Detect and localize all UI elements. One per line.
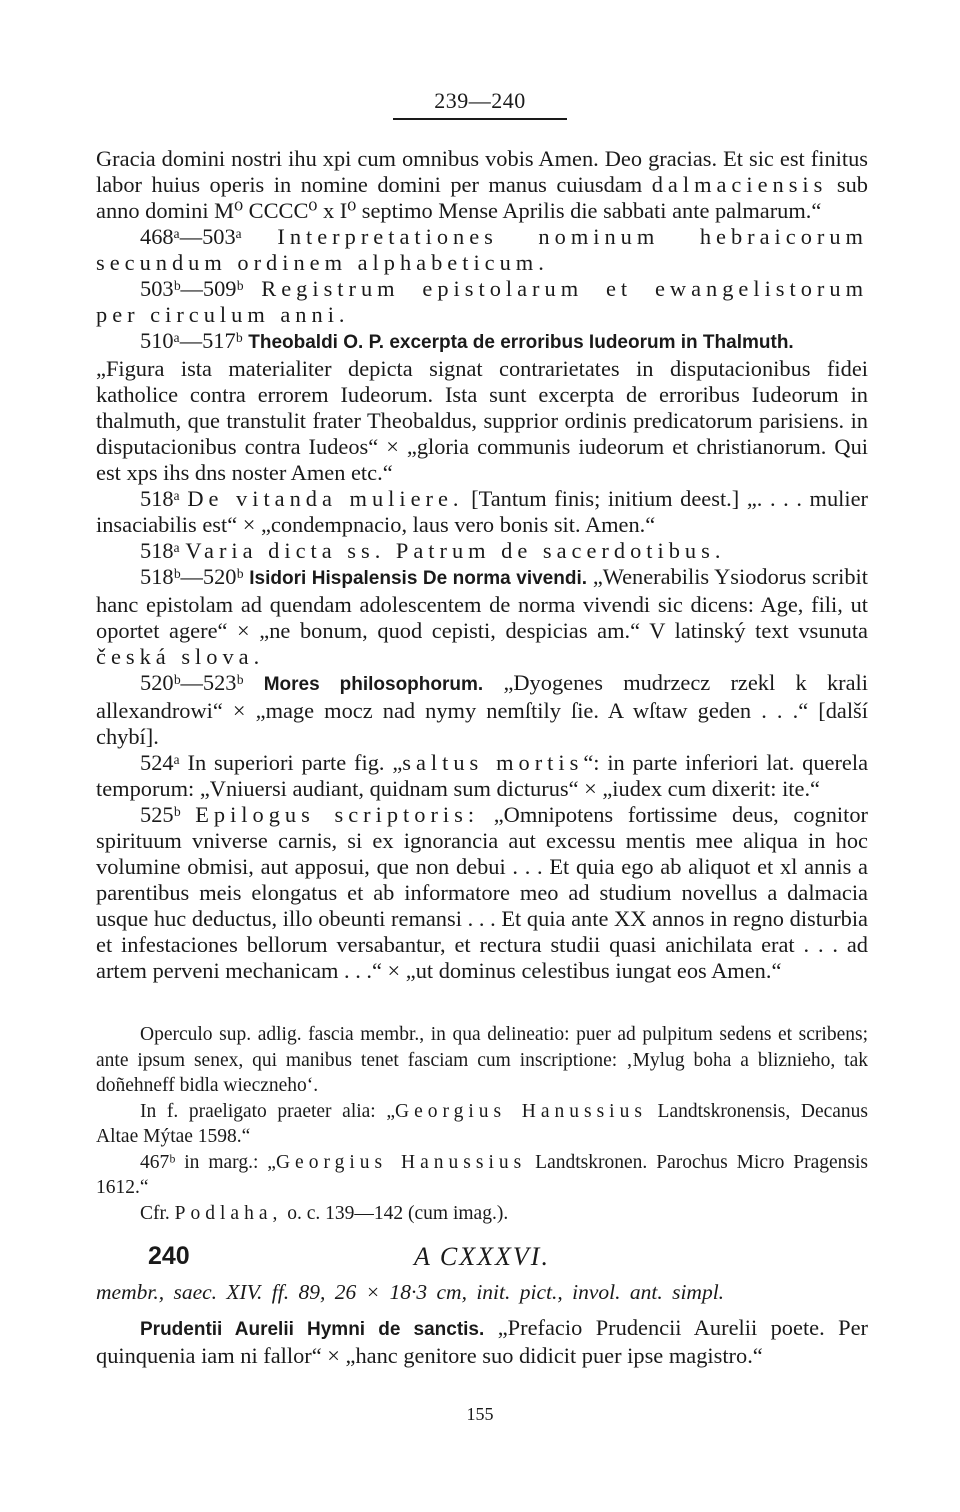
- notes: [96, 1022, 868, 1226]
- entry-prudentii: Prudentii Aurelii Hymni de sanctis. „Prefacio Prudencii Aurelii poete. Per quinquenia iam ni fallor“ × „hanc genitore suo didicit puer ipse magistro.“: [96, 1315, 868, 1368]
- shelf-mark: A CXXXVI.: [414, 1242, 550, 1271]
- entry-number: 240: [148, 1242, 190, 1270]
- colophon-paragraph: Gracia domini nostri ihu xpi cum omnibus vobis Amen. Deo gracias. Et sic est finitus labor huius operis in nomine domini per manus cuiusdam dalmaciensis sub anno domini M⁰ CCCC⁰ x I⁰ septimo Mense Aprilis die sabbati ante palmarum.“: [96, 146, 868, 223]
- entry-saltus-mortis: 524ᵃ In superiori parte fig. „saltus mortis“: in parte inferiori lat. querela temporum: „Vniuersi audiant, quidnam sum dicturus“ × „iudex cum dixerit: ite.“: [96, 750, 869, 801]
- page-header: 239—240: [434, 88, 526, 113]
- note-operculo: Operculo sup. adlig. fascia membr., in qua delineatio: puer ad pulpitum sedens et scribens; ante ipsum senex, qui manibus tenet fasciam cum inscriptione: ‚Mylug boha a bliznieho, tak doñehneff bidla wieczneho‘.: [96, 1024, 868, 1096]
- entry-heading: Isidori Hispalensis De norma vivendi.: [249, 568, 587, 589]
- note-praeligato: In f. praeligato praeter alia: „Georgius Hanussius Landtskronensis, Decanus Altae Mýtae 1598.“: [96, 1100, 868, 1147]
- note-cfr: Cfr. Podlaha, o. c. 139—142 (cum imag.).: [140, 1202, 509, 1224]
- entry-varia-dicta: 518ᵃ Varia dicta ss. Patrum de sacerdotibus.: [140, 538, 726, 563]
- entry-epilogus: 525ᵇ Epilogus scriptoris: „Omnipotens fortissime deus, cognitor spirituum vniverse carnis, si ex ignorancia aut excessu mentis mee aliqua in hoc volumine obmisi, aut apposui, que non debui . . . Et quia ego ab aliquot et xl annis a parentibus meis elongatus et ab informatore meo ad studium novellus a dalmacia usque huc deductus, illo obeunti remansi . . . Et quia ante XX annos in regno disturbia et infestaciones bellorum versabantur, et rectura studii quasi anichilata erat . . . ad artem perveni mechanicam . . .“ × „ut dominus celestibus iungat eos Amen.“: [96, 802, 868, 983]
- entry-interpretationes: 468ᵃ—503ᵃ Interpretationes nominum hebraicorum secundum ordinem alphabeticum.: [96, 224, 868, 275]
- entry-header: [96, 1242, 868, 1276]
- entry-isidori: 518ᵇ—520ᵇ Isidori Hispalensis De norma vivendi. „Wenerabilis Ysiodorus scribit hanc epistolam ad quendam adolescentem de norma vivendi sic dicens: Age, fili, ut oportet agere“ × „ne bonum, quod cepisti, despicias am.“ V latinský text vsunuta česká slova.: [96, 564, 868, 669]
- header-rule: [393, 118, 567, 120]
- main-text: [96, 146, 868, 984]
- entry-heading: Prudentii Aurelii Hymni de sanctis.: [140, 1319, 485, 1340]
- entry-heading: Mores philosophorum.: [263, 674, 484, 695]
- entry-theobaldi: 510ᵃ—517ᵇ Theobaldi O. P. excerpta de erroribus Iudeorum in Thalmuth.: [140, 328, 794, 353]
- entry-de-vitanda: 518ᵃ De vitanda muliere. [Tantum finis; initium deest.] „. . . . mulier insaciabilis est“ × „condempnacio, laus vero bonis sit. Amen.“: [96, 486, 868, 537]
- entry-registrum: 503ᵇ—509ᵇ Registrum epistolarum et ewangelistorum per circulum anni.: [96, 276, 868, 327]
- entry-theobaldi-text: „Figura ista materialiter depicta signat contrarietates in disputacionibus fidei katholice contra errorem Iudeorum. Ista sunt excerpta de erroribus Iudeorum in thalmuth, que transtulit frater Theobaldus, supprior ordinis predicatorum parisiens. in disputacionibus contra Iudeos“ × „gloria communis iudeorum et christianorum. Qui est xps ihs dns noster Amen etc.“: [96, 356, 868, 485]
- entry-mores: 520ᵇ—523ᵇ Mores philosophorum. „Dyogenes mudrzecz rzekl k krali allexandrowi“ × „mage mocz nad nymy nemſtily ſie. A wſtaw geden . . .“ [další chybí].: [96, 670, 868, 749]
- spaced-word: dalmaciensis: [651, 172, 828, 197]
- note-in-marg: 467ᵇ in marg.: „Georgius Hanussius Landtskronen. Parochus Micro Pragensis 1612.“: [96, 1151, 869, 1198]
- folio-number: 155: [466, 1404, 494, 1424]
- last-entry: [96, 1315, 868, 1369]
- codex-description: membr., saec. XIV. ff. 89, 26 × 18·3 cm, init. pict., invol. ant. simpl.: [96, 1280, 725, 1304]
- entry-heading: Theobaldi O. P. excerpta de erroribus Iudeorum in Thalmuth.: [248, 332, 794, 353]
